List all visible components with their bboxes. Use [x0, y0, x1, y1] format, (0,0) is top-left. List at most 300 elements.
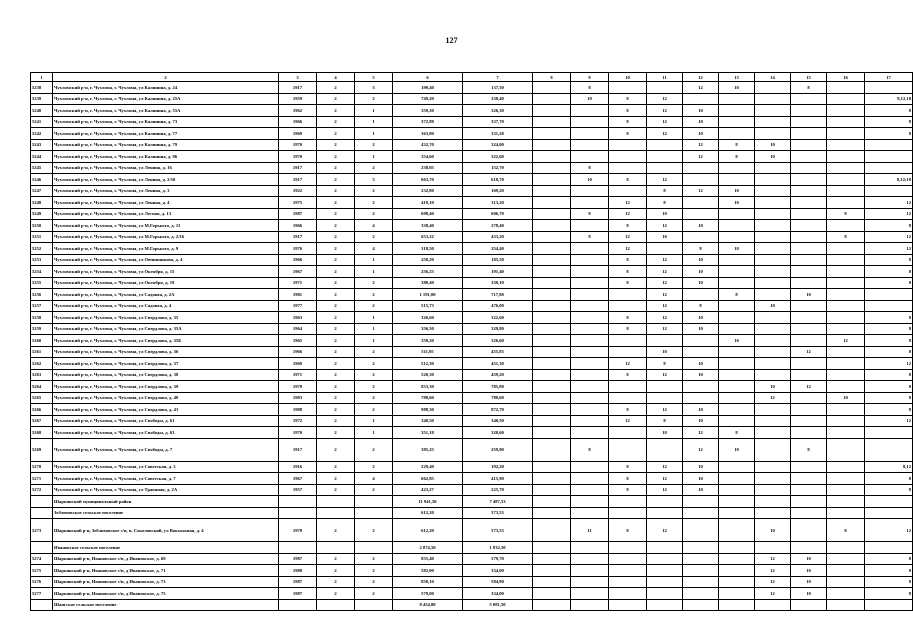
- cell-row-number: [31, 496, 53, 508]
- cell-living-area: 331,20: [463, 128, 533, 140]
- cell-col-16: [827, 243, 865, 255]
- cell-col-10: 8: [609, 266, 647, 278]
- cell-col-9: 10: [571, 93, 609, 105]
- cell-col-12: [683, 174, 719, 186]
- cell-col-10: 8: [609, 220, 647, 232]
- cell-floors: 2: [317, 82, 355, 94]
- subtotal-row: [31, 507, 913, 519]
- cell-col-9: [571, 542, 609, 554]
- cell-year-built: 1917: [279, 231, 317, 243]
- cell-col-10: [609, 542, 647, 554]
- cell-col-16: [827, 323, 865, 335]
- cell-address: Чухломский р-н, г. Чухлома, г. Чухлома, ул Калинина, д. 96: [53, 151, 279, 163]
- cell-col-15: [791, 323, 827, 335]
- cell-col-15: [791, 266, 827, 278]
- cell-col-13: [719, 599, 755, 611]
- cell-entrances: 2: [355, 300, 393, 312]
- cell-col-15: [791, 473, 827, 485]
- cell-col-8: [533, 565, 571, 577]
- cell-address: Чухломский р-н, г. Чухлома, г. Чухлома, ул Калинина, д. 77: [53, 128, 279, 140]
- cell-col-12: 12: [683, 438, 719, 461]
- cell-address: Чухломский р-н, г. Чухлома, г. Чухлома, ул Ленина, д. 4: [53, 197, 279, 209]
- cell-col-8: [533, 323, 571, 335]
- cell-col-12: [683, 507, 719, 519]
- cell-address: Шарьинский р-н, Ивановское с/п, д Ивановское, д. 71: [53, 565, 279, 577]
- cell-year-built: 1978: [279, 519, 317, 542]
- cell-col-13: [719, 220, 755, 232]
- cell-living-area: 322,60: [463, 312, 533, 324]
- cell-entrances: 2: [355, 139, 393, 151]
- cell-floors: 2: [317, 128, 355, 140]
- cell-col-12: 12: [683, 427, 719, 439]
- cell-floors: 2: [317, 346, 355, 358]
- cell-col-15: 12: [791, 346, 827, 358]
- cell-address: Шарьинский р-н, Ивановское с/п, д Ивановское, д. 69: [53, 553, 279, 565]
- cell-entrances: 2: [355, 197, 393, 209]
- cell-col-17: 8: [865, 220, 913, 232]
- cell-entrances: 2: [355, 369, 393, 381]
- cell-living-area: 326,60: [463, 335, 533, 347]
- cell-total-area: 326,60: [393, 312, 463, 324]
- cell-col-9: [571, 128, 609, 140]
- cell-col-16: [827, 599, 865, 611]
- cell-col-12: 10: [683, 277, 719, 289]
- cell-col-10: 8: [609, 323, 647, 335]
- cell-col-17: [865, 542, 913, 554]
- cell-col-12: 8: [683, 243, 719, 255]
- cell-address: Чухломский р-н, г. Чухлома, г. Чухлома, ул Свободы, д. 7: [53, 438, 279, 461]
- cell-living-area: 338,40: [463, 93, 533, 105]
- cell-col-9: [571, 507, 609, 519]
- cell-col-8: [533, 208, 571, 220]
- table-row: [31, 254, 913, 266]
- cell-col-12: 10: [683, 369, 719, 381]
- cell-col-10: [609, 588, 647, 600]
- cell-col-9: [571, 220, 609, 232]
- cell-total-area: 432,70: [393, 139, 463, 151]
- cell-col-11: 10: [647, 427, 683, 439]
- cell-col-13: [719, 231, 755, 243]
- cell-entrances: 2: [355, 438, 393, 461]
- cell-col-15: [791, 162, 827, 174]
- cell-col-14: [755, 599, 791, 611]
- cell-col-12: [683, 519, 719, 542]
- cell-total-area: 653,22: [393, 231, 463, 243]
- cell-col-15: [791, 174, 827, 186]
- cell-col-12: 10: [683, 266, 719, 278]
- cell-year-built: 1917: [279, 82, 317, 94]
- cell-row-number: 5267: [31, 415, 53, 427]
- cell-year-built: 1971: [279, 277, 317, 289]
- cell-entrances: 2: [355, 553, 393, 565]
- cell-col-17: 12: [865, 358, 913, 370]
- cell-row-number: 5266: [31, 404, 53, 416]
- cell-floors: 2: [317, 243, 355, 255]
- cell-col-15: [791, 231, 827, 243]
- cell-col-14: [755, 105, 791, 117]
- cell-col-11: [647, 335, 683, 347]
- cell-col-9: 10: [571, 174, 609, 186]
- cell-row-number: 5265: [31, 392, 53, 404]
- cell-col-12: [683, 231, 719, 243]
- cell-col-14: [755, 507, 791, 519]
- cell-floors: 2: [317, 565, 355, 577]
- cell-total-area: 1 191,00: [393, 289, 463, 301]
- cell-total-area: 318,50: [393, 243, 463, 255]
- cell-col-15: [791, 461, 827, 473]
- cell-col-10: [609, 151, 647, 163]
- cell-col-10: [609, 565, 647, 577]
- cell-col-16: [827, 277, 865, 289]
- cell-year-built: 1987: [279, 588, 317, 600]
- cell-col-8: [533, 381, 571, 393]
- cell-col-16: [827, 358, 865, 370]
- table-row: [31, 139, 913, 151]
- header-cell-floors: 4: [317, 73, 355, 82]
- cell-col-17: 8: [865, 484, 913, 496]
- cell-col-17: 8: [865, 254, 913, 266]
- cell-address: Чухломский р-н, г. Чухлома, г. Чухлома, ул Свердлова, д. 36: [53, 346, 279, 358]
- cell-total-area: 988,30: [393, 404, 463, 416]
- cell-living-area: 606,70: [463, 208, 533, 220]
- cell-col-15: [791, 116, 827, 128]
- cell-row-number: 5253: [31, 254, 53, 266]
- cell-row-number: 5241: [31, 116, 53, 128]
- cell-year-built: 1987: [279, 208, 317, 220]
- cell-row-number: 5264: [31, 381, 53, 393]
- cell-col-15: [791, 277, 827, 289]
- cell-entrances: 2: [355, 277, 393, 289]
- cell-entrances: 2: [355, 381, 393, 393]
- cell-col-17: 12: [865, 415, 913, 427]
- cell-year-built: 1970: [279, 151, 317, 163]
- table-row: [31, 277, 913, 289]
- cell-floors: 2: [317, 174, 355, 186]
- cell-living-area: 340,50: [463, 415, 533, 427]
- cell-address: Чухломский р-н, г. Чухлома, г. Чухлома, ул Свердлова, д. 39: [53, 381, 279, 393]
- cell-col-8: [533, 243, 571, 255]
- cell-col-10: [609, 82, 647, 94]
- cell-row-number: 5262: [31, 358, 53, 370]
- cell-col-14: [755, 266, 791, 278]
- cell-col-9: [571, 197, 609, 209]
- cell-col-17: [865, 139, 913, 151]
- cell-col-17: 8: [865, 346, 913, 358]
- cell-entrances: 4: [355, 473, 393, 485]
- cell-col-11: [647, 139, 683, 151]
- cell-col-13: [719, 162, 755, 174]
- cell-col-9: [571, 312, 609, 324]
- cell-total-area: 2 874,50: [393, 542, 463, 554]
- cell-col-14: [755, 197, 791, 209]
- cell-col-14: [755, 231, 791, 243]
- cell-col-10: 8: [609, 473, 647, 485]
- cell-col-8: [533, 542, 571, 554]
- cell-col-16: [827, 116, 865, 128]
- cell-living-area: 780,60: [463, 392, 533, 404]
- cell-total-area: 512,30: [393, 358, 463, 370]
- cell-total-area: 419,10: [393, 197, 463, 209]
- cell-total-area: 579,00: [393, 588, 463, 600]
- cell-year-built: 1970: [279, 139, 317, 151]
- cell-total-area: 511,05: [393, 346, 463, 358]
- cell-entrances: 4: [355, 220, 393, 232]
- cell-col-15: [791, 599, 827, 611]
- table-row: [31, 243, 913, 255]
- cell-col-17: 12: [865, 208, 913, 220]
- cell-col-12: 10: [683, 312, 719, 324]
- cell-col-10: [609, 599, 647, 611]
- cell-living-area: 573,53: [463, 519, 533, 542]
- cell-col-15: [791, 220, 827, 232]
- cell-col-8: [533, 484, 571, 496]
- cell-col-13: [719, 312, 755, 324]
- subtotal-row: [31, 496, 913, 508]
- cell-address: Чухломский р-н, г. Чухлома, г. Чухлома, ул Овчинникова, д. 4: [53, 254, 279, 266]
- cell-total-area: 698,40: [393, 208, 463, 220]
- cell-col-16: [827, 438, 865, 461]
- cell-row-number: 5277: [31, 588, 53, 600]
- cell-col-12: 12: [683, 185, 719, 197]
- cell-address: Чухломский р-н, г. Чухлома, г. Чухлома, ул Калинина, д. 73: [53, 116, 279, 128]
- cell-year-built: 1969: [279, 128, 317, 140]
- cell-col-12: 10: [683, 415, 719, 427]
- cell-col-10: [609, 300, 647, 312]
- table-row: [31, 105, 913, 117]
- cell-entrances: 3: [355, 174, 393, 186]
- cell-col-13: [719, 542, 755, 554]
- cell-entrances: 4: [355, 243, 393, 255]
- cell-col-9: [571, 266, 609, 278]
- cell-address: Чухломский р-н, г. Чухлома, г. Чухлома, ул Свердлова, д. 35А: [53, 323, 279, 335]
- cell-col-8: [533, 185, 571, 197]
- table-row: [31, 346, 913, 358]
- table-row: [31, 484, 913, 496]
- cell-col-15: [791, 542, 827, 554]
- cell-total-area: 662,85: [393, 473, 463, 485]
- cell-col-16: [827, 105, 865, 117]
- cell-col-14: [755, 438, 791, 461]
- cell-col-17: 8: [865, 369, 913, 381]
- cell-col-15: 10: [791, 553, 827, 565]
- cell-address: Чухломский р-н, г. Чухлома, г. Чухлома, ул Садовая, д. 4: [53, 300, 279, 312]
- cell-col-12: 10: [683, 484, 719, 496]
- cell-col-10: [609, 438, 647, 461]
- cell-col-16: [827, 312, 865, 324]
- cell-address: Чухломский р-н, г. Чухлома, г. Чухлома, ул Калинина, д. 25А: [53, 93, 279, 105]
- cell-year-built: 1977: [279, 300, 317, 312]
- cell-col-16: [827, 565, 865, 577]
- cell-address: Чухломский р-н, г. Чухлома, г. Чухлома, ул Ленина, д. 16: [53, 162, 279, 174]
- cell-col-15: 10: [791, 588, 827, 600]
- cell-col-14: 10: [755, 139, 791, 151]
- cell-living-area: 137,50: [463, 82, 533, 94]
- cell-col-10: 8: [609, 461, 647, 473]
- cell-year-built: 1964: [279, 323, 317, 335]
- table-row: [31, 461, 913, 473]
- cell-floors: 2: [317, 266, 355, 278]
- cell-year-built: 1959: [279, 93, 317, 105]
- cell-col-8: [533, 404, 571, 416]
- cell-col-11: 12: [647, 266, 683, 278]
- cell-col-14: [755, 208, 791, 220]
- cell-address: Шарьинский р-н, Зеблиховское с/п, п. Соколовский, ул Вокзальная, д. 4: [53, 519, 279, 542]
- cell-living-area: 573,53: [463, 507, 533, 519]
- cell-col-13: [719, 565, 755, 577]
- cell-col-9: 8: [571, 438, 609, 461]
- cell-floors: [317, 507, 355, 519]
- cell-col-9: [571, 415, 609, 427]
- cell-col-17: [865, 162, 913, 174]
- cell-col-14: [755, 174, 791, 186]
- cell-col-8: [533, 266, 571, 278]
- cell-living-area: 329,80: [463, 323, 533, 335]
- cell-col-16: [827, 553, 865, 565]
- table-row: [31, 93, 913, 105]
- cell-year-built: 1917: [279, 438, 317, 461]
- cell-col-9: [571, 254, 609, 266]
- table-row: [31, 208, 913, 220]
- cell-living-area: 191,40: [463, 266, 533, 278]
- cell-col-17: 8: [865, 473, 913, 485]
- cell-year-built: 1988: [279, 404, 317, 416]
- table-row: [31, 369, 913, 381]
- cell-col-8: [533, 438, 571, 461]
- cell-col-14: [755, 116, 791, 128]
- cell-year-built: 1966: [279, 254, 317, 266]
- cell-col-16: [827, 174, 865, 186]
- cell-col-15: [791, 415, 827, 427]
- table-row: [31, 266, 913, 278]
- cell-row-number: 5252: [31, 243, 53, 255]
- cell-col-8: [533, 473, 571, 485]
- cell-total-area: 238,05: [393, 162, 463, 174]
- cell-address: Чухломский р-н, г. Чухлома, г. Чухлома, ул Свердлова, д. 41: [53, 404, 279, 416]
- cell-col-15: [791, 208, 827, 220]
- cell-col-11: [647, 151, 683, 163]
- cell-col-17: 8: [865, 553, 913, 565]
- cell-col-8: [533, 312, 571, 324]
- header-cell-col-11: 11: [647, 73, 683, 82]
- cell-entrances: [355, 496, 393, 508]
- cell-address: Чухломский р-н, г. Чухлома, г. Чухлома, ул Октября, д. 15: [53, 266, 279, 278]
- cell-col-14: 12: [755, 588, 791, 600]
- cell-living-area: 278,40: [463, 220, 533, 232]
- cell-col-11: [647, 588, 683, 600]
- cell-col-9: [571, 346, 609, 358]
- cell-col-11: 8: [647, 415, 683, 427]
- cell-col-15: 12: [791, 381, 827, 393]
- cell-total-area: 340,50: [393, 415, 463, 427]
- cell-col-14: 12: [755, 576, 791, 588]
- table-row: [31, 519, 913, 542]
- cell-col-9: [571, 139, 609, 151]
- cell-col-16: [827, 93, 865, 105]
- cell-col-16: 8: [827, 519, 865, 542]
- cell-col-9: [571, 461, 609, 473]
- cell-col-12: [683, 392, 719, 404]
- table-row: [31, 174, 913, 186]
- cell-col-11: 12: [647, 369, 683, 381]
- cell-col-17: 8: [865, 565, 913, 577]
- cell-col-13: [719, 461, 755, 473]
- cell-col-11: 12: [647, 220, 683, 232]
- cell-col-8: [533, 588, 571, 600]
- cell-year-built: [279, 507, 317, 519]
- cell-col-14: [755, 254, 791, 266]
- cell-living-area: 579,70: [463, 553, 533, 565]
- cell-col-11: 12: [647, 254, 683, 266]
- cell-living-area: 320,60: [463, 427, 533, 439]
- table-row: [31, 588, 913, 600]
- cell-col-17: [865, 496, 913, 508]
- cell-col-9: [571, 185, 609, 197]
- cell-floors: 2: [317, 519, 355, 542]
- cell-entrances: 1: [355, 254, 393, 266]
- cell-col-8: [533, 105, 571, 117]
- cell-col-13: 8: [719, 289, 755, 301]
- cell-floors: 2: [317, 588, 355, 600]
- cell-col-11: [647, 565, 683, 577]
- cell-col-17: [865, 82, 913, 94]
- cell-entrances: 3: [355, 82, 393, 94]
- cell-col-16: [827, 415, 865, 427]
- cell-year-built: 1962: [279, 105, 317, 117]
- cell-col-11: 10: [647, 346, 683, 358]
- cell-col-17: 8: [865, 312, 913, 324]
- cell-col-14: [755, 427, 791, 439]
- cell-col-12: 12: [683, 151, 719, 163]
- cell-floors: [317, 496, 355, 508]
- cell-total-area: 359,20: [393, 105, 463, 117]
- cell-entrances: 1: [355, 105, 393, 117]
- cell-row-number: 5270: [31, 461, 53, 473]
- cell-col-10: 8: [609, 519, 647, 542]
- cell-floors: 2: [317, 392, 355, 404]
- cell-col-13: 8: [719, 151, 755, 163]
- cell-entrances: 1: [355, 116, 393, 128]
- cell-col-11: [647, 392, 683, 404]
- cell-address: Чухломский р-н, г. Чухлома, г. Чухлома, ул Свердлова, д. 35: [53, 312, 279, 324]
- cell-col-16: [827, 369, 865, 381]
- cell-living-area: 192,20: [463, 461, 533, 473]
- cell-col-9: 8: [571, 82, 609, 94]
- cell-col-13: [719, 507, 755, 519]
- cell-col-9: [571, 473, 609, 485]
- cell-col-12: [683, 599, 719, 611]
- cell-living-area: 337,70: [463, 116, 533, 128]
- cell-col-14: 10: [755, 300, 791, 312]
- cell-col-17: 8: [865, 392, 913, 404]
- cell-col-14: [755, 82, 791, 94]
- cell-row-number: 5273: [31, 519, 53, 542]
- cell-col-10: 8: [609, 369, 647, 381]
- cell-total-area: 612,20: [393, 507, 463, 519]
- cell-col-16: [827, 220, 865, 232]
- cell-row-number: 5240: [31, 105, 53, 117]
- cell-col-16: 10: [827, 392, 865, 404]
- cell-col-14: [755, 323, 791, 335]
- header-cell-col-10: 10: [609, 73, 647, 82]
- cell-floors: 2: [317, 381, 355, 393]
- cell-col-16: [827, 542, 865, 554]
- cell-col-12: 10: [683, 323, 719, 335]
- cell-col-13: [719, 496, 755, 508]
- cell-col-14: [755, 496, 791, 508]
- cell-col-13: [719, 174, 755, 186]
- cell-year-built: 1916: [279, 461, 317, 473]
- cell-col-16: [827, 588, 865, 600]
